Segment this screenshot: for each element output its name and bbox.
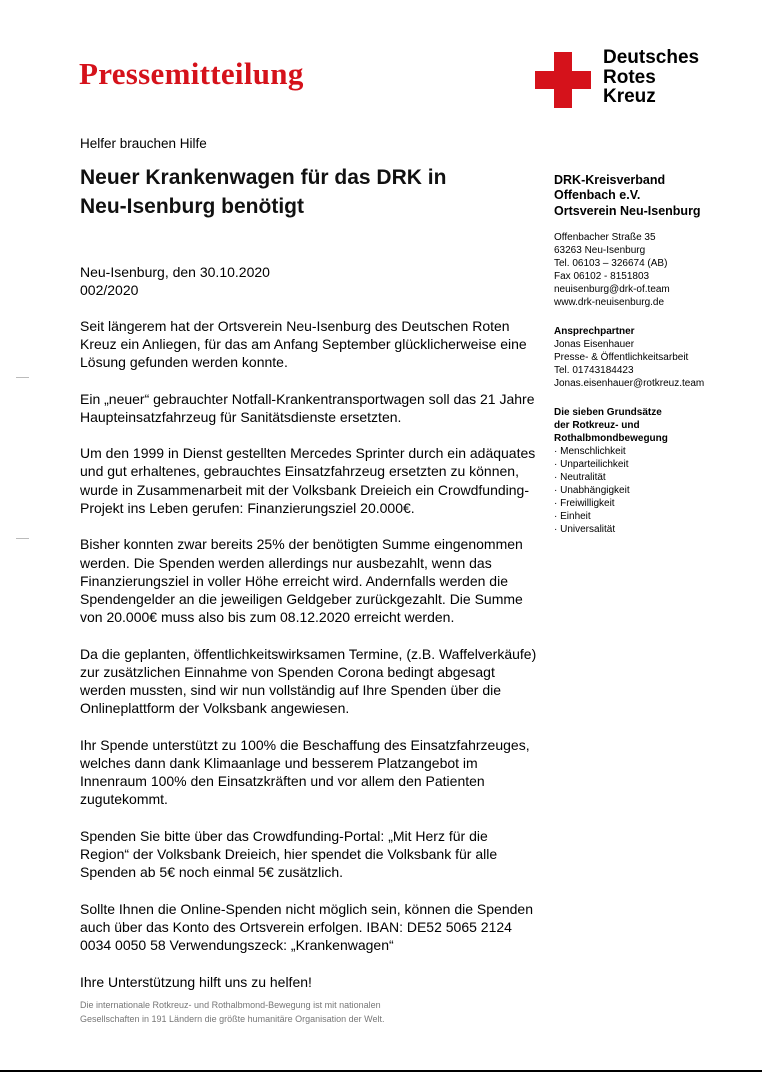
address-line: Offenbacher Straße 35	[554, 231, 656, 243]
paragraph: Ein „neuer“ gebrauchter Notfall-Krankentransportwagen soll das 21 Jahre Haupteinsatzfahrzeug für Sanitätsdienste ersetzten.	[80, 390, 535, 425]
footer-line: Die internationale Rotkreuz- und Rothalbmond-Bewegung ist mit nationalen	[80, 1000, 381, 1010]
paragraph: Sollte Ihnen die Online-Spenden nicht möglich sein, können die Spenden auch über das Konto des Ortsverein erfolgen. IBAN: DE52 5065 2124 0034 0050 58 Verwendungszeck: „Krankenwagen“	[80, 900, 533, 954]
headline	[80, 163, 540, 221]
list-item: · Menschlichkeit	[554, 445, 754, 458]
logo-wordmark	[603, 48, 699, 107]
contact-phone: Tel. 01743184423	[554, 364, 634, 376]
paragraph: Bisher konnten zwar bereits 25% der benötigten Summe eingenommen werden. Die Spenden werden allerdings nur ausbezahlt, wenn das Finanzierungsziel in voller Höhe erreicht wird. Andernfalls werden die Spendengelder an die jeweiligen Geldgeber zurückgezahlt. Die Summe von 20.000€ muss also bis zum 08.12.2020 erreicht werden.	[80, 536, 523, 626]
list-item: · Einheit	[554, 510, 754, 523]
footer-line: Gesellschaften in 191 Ländern die größte humanitäre Organisation der Welt.	[80, 1013, 385, 1024]
fax: Fax 06102 - 8151803	[554, 270, 650, 282]
paragraph: Ihr Spende unterstützt zu 100% die Beschaffung des Einsatzfahrzeuges, welches dann dank Klimaanlage und besserem Platzangebot im Innenraum 100% den Einsatzkräften und vor allem den Patienten zugutekommt.	[80, 736, 530, 808]
sidebar	[554, 173, 754, 536]
principles-heading-line: Rothalbmondbewegung	[554, 432, 668, 444]
principles-heading-line: der Rotkreuz- und	[554, 419, 640, 431]
list-item: · Unparteilichkeit	[554, 458, 754, 471]
phone: Tel. 06103 – 326674 (AB)	[554, 257, 668, 269]
contact-heading: Ansprechpartner	[554, 325, 635, 337]
paragraph: Spenden Sie bitte über das Crowdfunding-Portal: „Mit Herz für die Region“ der Volksbank Dreieich, hier spendet die Volksbank für alle Spenden ab 5€ noch einmal 5€ zusätzlich.	[80, 827, 498, 881]
headline-line: Neu-Isenburg benötigt	[80, 195, 304, 219]
page-title: Pressemitteilung	[79, 56, 304, 91]
paragraph: Ihre Unterstützung hilft uns zu helfen!	[80, 973, 312, 990]
address-line: 63263 Neu-Isenburg	[554, 244, 646, 256]
principles-heading-line: Die sieben Grundsätze	[554, 406, 662, 418]
logo-line: Deutsches	[603, 47, 700, 68]
headline-line: Neuer Krankenwagen für das DRK in	[80, 166, 447, 190]
paragraph: Seit längerem hat der Ortsverein Neu-Isenburg des Deutschen Roten Kreuz ein Anliegen, für das am Anfang September glücklicherweise eine Lösung gefunden werden konnte.	[80, 317, 527, 371]
fold-mark	[16, 377, 29, 378]
principles-list	[554, 445, 754, 536]
website-link[interactable]: www.drk-neuisenburg.de	[554, 296, 665, 308]
date: Neu-Isenburg, den 30.10.2020	[80, 264, 270, 281]
email-link[interactable]: neuisenburg@drk-of.team	[554, 283, 670, 295]
drk-logo	[535, 48, 762, 108]
list-item: · Unabhängigkeit	[554, 484, 754, 497]
organization-name	[554, 173, 754, 219]
list-item: · Freiwilligkeit	[554, 497, 754, 510]
release-number: 002/2020	[80, 282, 139, 299]
address-block	[554, 231, 754, 309]
article-body	[80, 317, 540, 991]
contact-role: Presse- & Öffentlichkeitsarbeit	[554, 351, 689, 363]
org-line: Ortsverein Neu-Isenburg	[554, 203, 701, 218]
dateline	[80, 263, 540, 299]
contact-block	[554, 325, 754, 390]
list-item: · Neutralität	[554, 471, 754, 484]
red-cross-icon	[535, 52, 591, 108]
paragraph: Da die geplanten, öffentlichkeitswirksamen Termine, (z.B. Waffelverkäufe) zur zusätzlichen Einnahme von Spenden Corona bedingt abgesagt werden mussten, sind wir nun vollständig auf Ihre Spenden über die Onlineplattform der Volksbank angewiesen.	[80, 645, 537, 717]
logo-line: Kreuz	[603, 86, 656, 107]
principles-heading	[554, 406, 754, 445]
logo-line: Rotes	[603, 66, 656, 88]
contact-name: Jonas Eisenhauer	[554, 338, 635, 350]
bottom-rule	[0, 1070, 762, 1072]
org-line: DRK-Kreisverband	[554, 173, 666, 187]
contact-email-link[interactable]: Jonas.eisenhauer@rotkreuz.team	[554, 377, 705, 389]
footer-note	[80, 999, 500, 1026]
kicker: Helfer brauchen Hilfe	[80, 136, 207, 151]
fold-mark	[16, 538, 29, 539]
org-line: Offenbach e.V.	[554, 188, 641, 203]
paragraph: Um den 1999 in Dienst gestellten Mercedes Sprinter durch ein adäquates und gut erhaltenes, gebrauchtes Einsatzfahrzeug ersetzten zu können, wurde in Zusammenarbeit mit der Volksbank Dreieich ein Crowdfunding-Projekt ins Leben gerufen: Finanzierungsziel 20.000€.	[80, 445, 536, 516]
article	[80, 135, 540, 1009]
list-item: · Universalität	[554, 523, 754, 536]
